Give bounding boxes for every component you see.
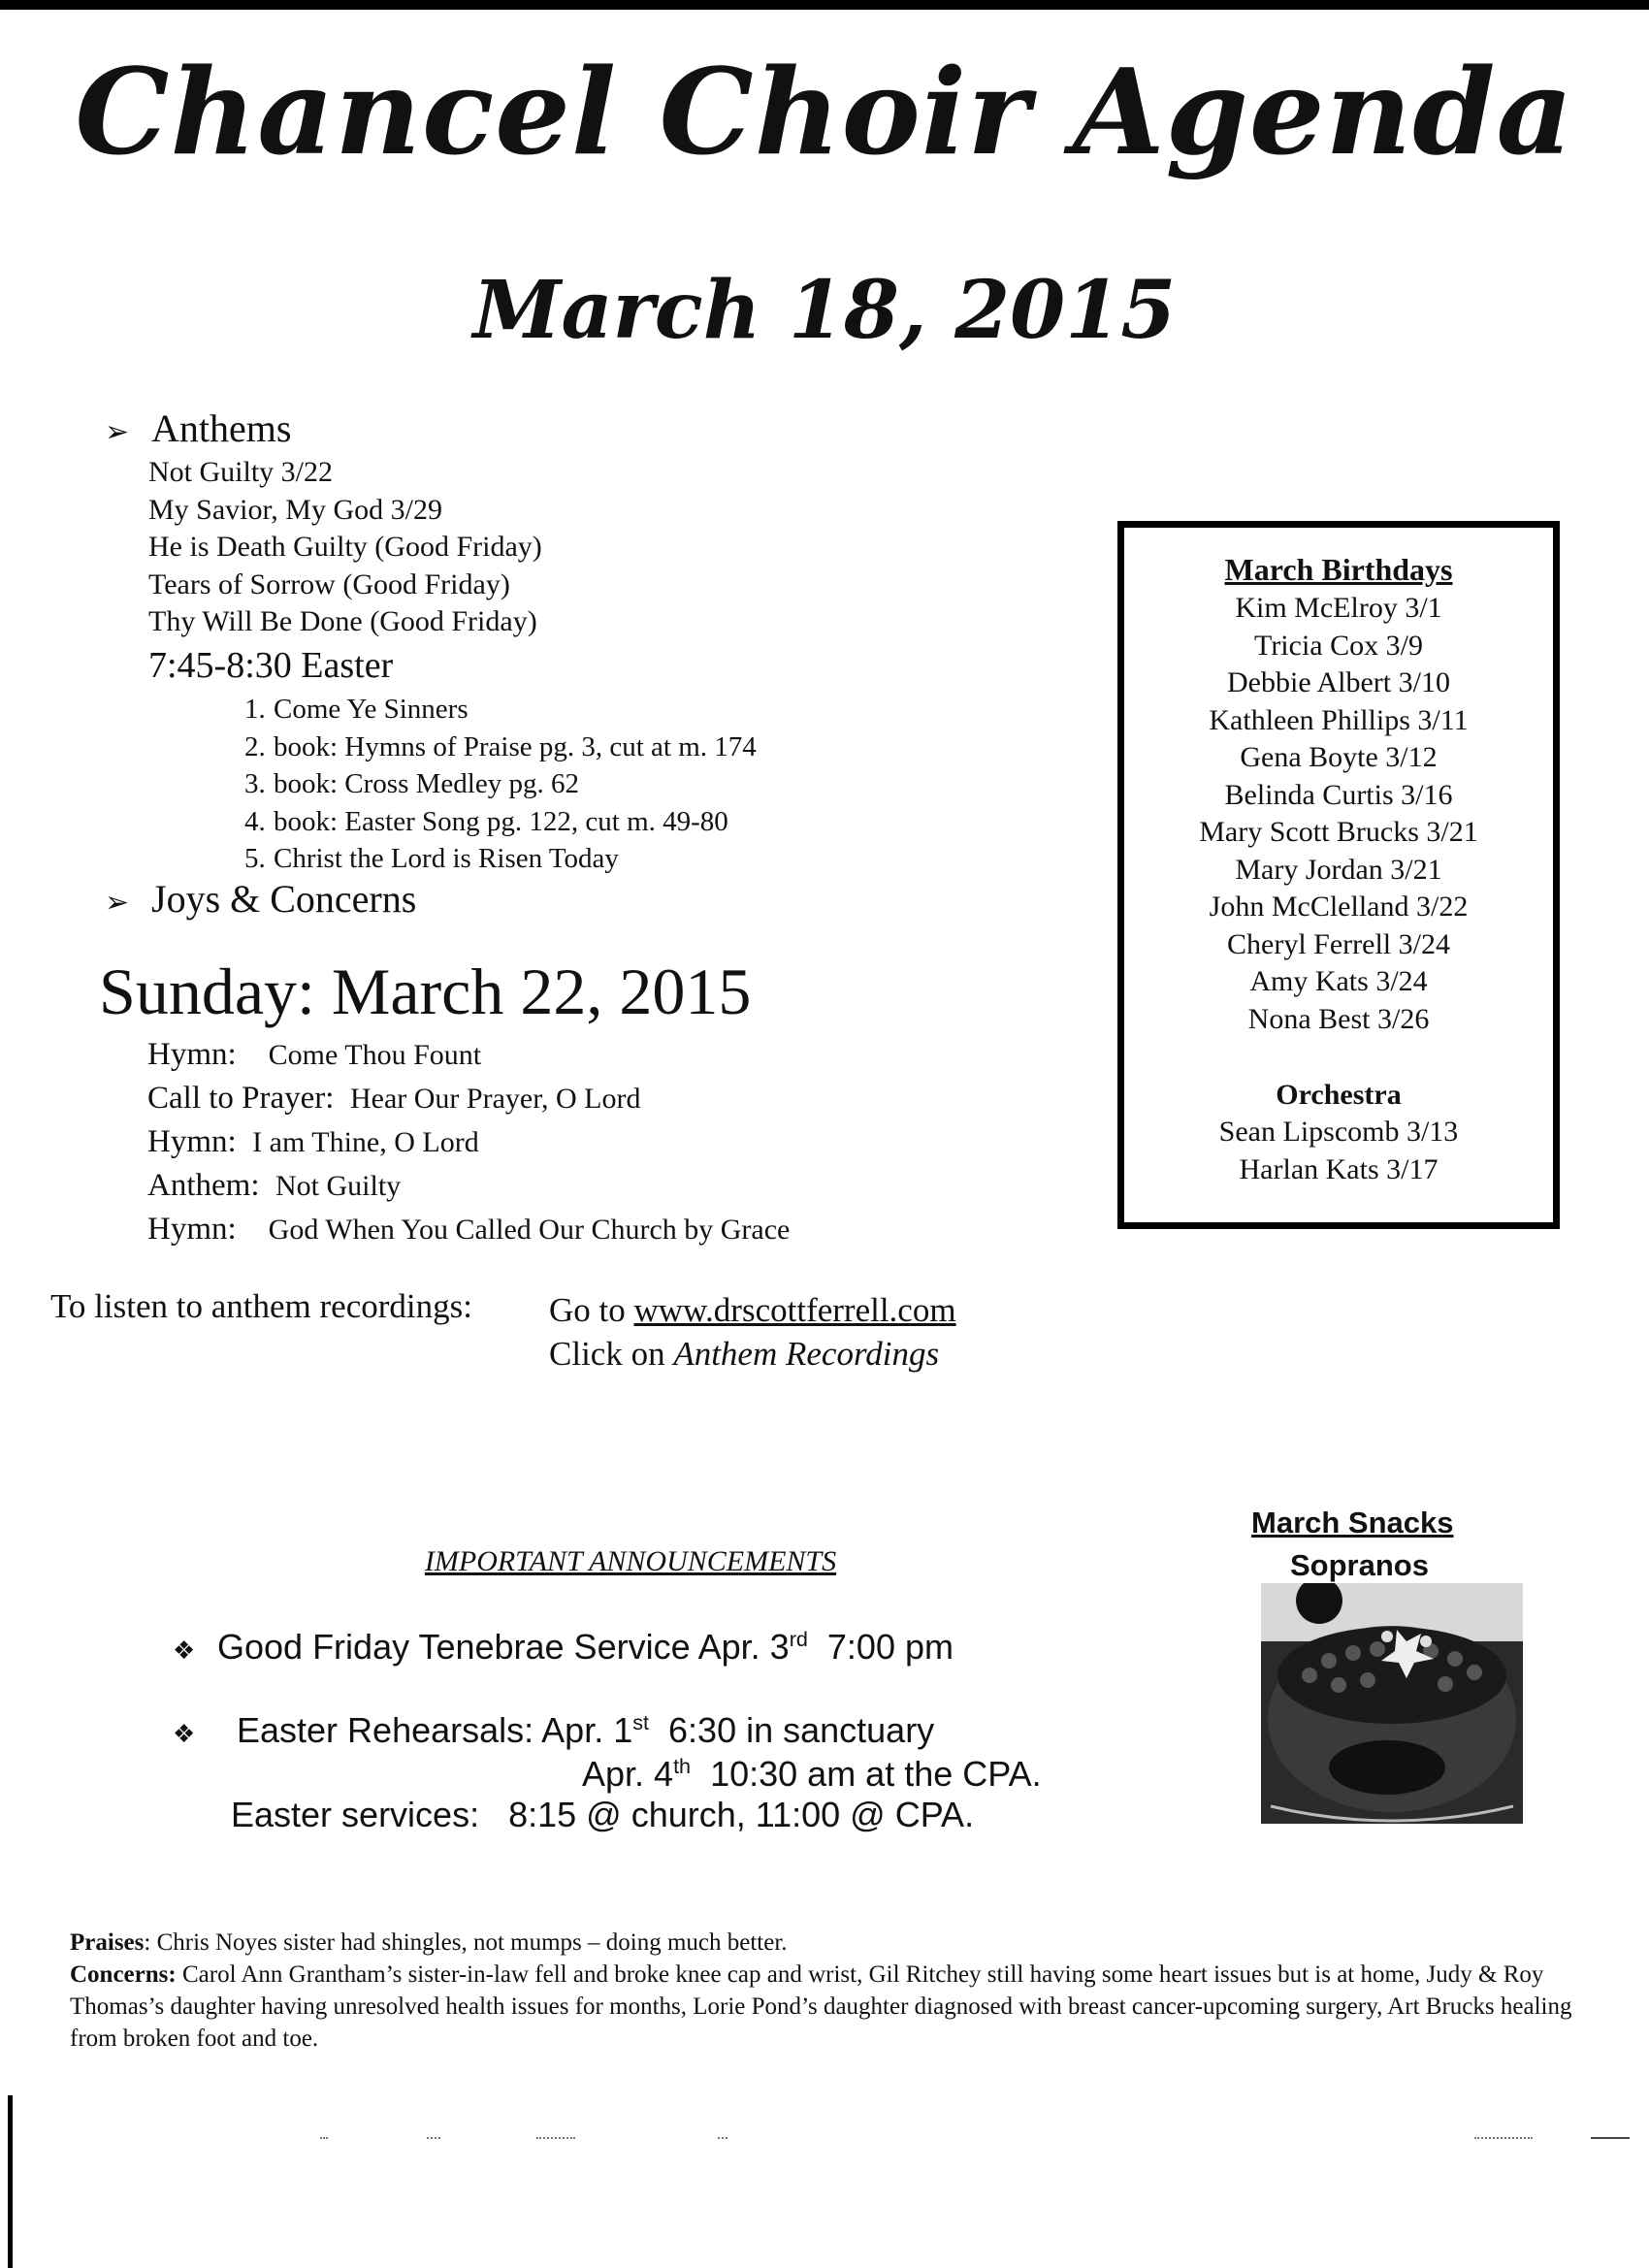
birthday-item: Belinda Curtis 3/16	[1224, 778, 1453, 811]
announcement-text: Apr. 4	[582, 1754, 674, 1794]
scan-artifact	[1474, 2137, 1533, 2141]
easter-item	[244, 803, 757, 841]
birthday-item: Kim McElroy 3/1	[1235, 592, 1442, 624]
arrow-bullet-icon: ➢	[105, 416, 130, 448]
announcement-detail: 10:30 am at the CPA.	[691, 1754, 1042, 1794]
anthem-item: He is Death Guilty (Good Friday)	[148, 531, 542, 563]
joys-heading	[105, 876, 416, 926]
birthday-item: Nona Best 3/26	[1247, 1002, 1430, 1035]
birthday-item: Debbie Albert 3/10	[1227, 666, 1450, 698]
announcements-heading: IMPORTANT ANNOUNCEMENTS	[424, 1545, 837, 1577]
easter-item	[244, 691, 757, 729]
diamond-bullet-icon: ❖	[173, 1719, 196, 1748]
orchestra-heading: Orchestra	[1276, 1079, 1402, 1111]
easter-item-text: Come Ye Sinners	[274, 694, 469, 725]
anthem-item: Not Guilty 3/22	[148, 456, 334, 488]
service-row	[147, 1208, 790, 1251]
scan-artifact	[718, 2137, 728, 2141]
easter-item-number: 3.	[244, 768, 266, 799]
concerns-text: Carol Ann Grantham’s sister-in-law fell and broke knee cap and wrist, Gil Ritchey still having some heart issues but is at home, Judy & Roy Thomas’s daughter having unresolved health issues for months, Lorie Pond’s daughter diagnosed with breast cancer-upcoming surgery, Art Brucks healing from broken foot and toe.	[70, 1961, 1572, 2052]
easter-item-text: book: Easter Song pg. 122, cut m. 49-80	[274, 805, 728, 837]
announcement-rehearsal-2	[582, 1753, 1042, 1796]
birthday-item: Kathleen Phillips 3/11	[1209, 703, 1469, 736]
praises-text: : Chris Noyes sister had shingles, not mumps – doing much better.	[144, 1929, 788, 1956]
service-value: Not Guilty	[275, 1170, 402, 1202]
easter-item	[244, 840, 757, 878]
birthday-item: Mary Scott Brucks 3/21	[1199, 816, 1478, 848]
orchestra-item: Sean Lipscomb 3/13	[1218, 1116, 1459, 1148]
easter-list	[244, 691, 757, 878]
sunday-order-of-service	[147, 1033, 790, 1251]
easter-item-number: 5.	[244, 843, 266, 874]
announcement-time: 7:00 pm	[807, 1627, 954, 1667]
easter-item	[244, 729, 757, 766]
scan-artifact	[320, 2137, 328, 2141]
concerns-label: Concerns:	[70, 1961, 177, 1988]
joys-section	[105, 876, 416, 926]
birthdays-box	[1117, 521, 1560, 1229]
click-on-text: Click on	[549, 1335, 665, 1373]
easter-item-text: book: Cross Medley pg. 62	[274, 768, 579, 799]
easter-heading: 7:45-8:30 Easter	[148, 644, 394, 686]
scan-artifact	[536, 2137, 575, 2141]
scan-artifact	[1591, 2137, 1630, 2141]
anthem-recordings-link[interactable]: Anthem Recordings	[673, 1335, 940, 1373]
recordings-url-link[interactable]: www.drscottferrell.com	[633, 1291, 956, 1329]
service-value: God When You Called Our Church by Grace	[268, 1214, 791, 1246]
scan-artifact	[427, 2137, 440, 2141]
service-value: Hear Our Prayer, O Lord	[349, 1083, 641, 1115]
service-label: Call to Prayer:	[147, 1081, 335, 1116]
service-value: I am Thine, O Lord	[252, 1126, 479, 1158]
birthday-item: Mary Jordan 3/21	[1235, 853, 1442, 886]
anthems-list	[148, 454, 542, 690]
service-value: Come Thou Fount	[268, 1039, 482, 1071]
page-title: Chancel Choir Agenda	[75, 42, 1574, 181]
ordinal-suffix: rd	[789, 1627, 808, 1651]
announcement-text: Easter Rehearsals: Apr. 1	[237, 1710, 633, 1750]
arrow-bullet-icon: ➢	[105, 887, 130, 919]
praises-line	[70, 1927, 1583, 1959]
recordings-go-to-line	[549, 1287, 956, 1334]
service-row	[147, 1077, 790, 1120]
service-row	[147, 1164, 790, 1208]
service-row	[147, 1033, 790, 1077]
easter-item-number: 2.	[244, 730, 266, 762]
announcement-text: Good Friday Tenebrae Service Apr. 3	[217, 1627, 790, 1667]
service-label: Hymn:	[147, 1037, 237, 1072]
left-edge-mark	[8, 2095, 13, 2268]
go-to-text: Go to	[549, 1291, 626, 1329]
announcement-rehearsal-1	[173, 1709, 934, 1755]
announcement-easter-services: Easter services: 8:15 @ church, 11:00 @ CPA.	[231, 1795, 975, 1834]
snack-photo	[1261, 1583, 1523, 1824]
anthem-item: Tears of Sorrow (Good Friday)	[148, 567, 510, 600]
easter-item-number: 4.	[244, 805, 266, 837]
sunday-heading: Sunday: March 22, 2015	[99, 955, 752, 1028]
easter-item-number: 1.	[244, 694, 266, 725]
recordings-label: To listen to anthem recordings:	[50, 1287, 472, 1325]
anthem-item: My Savior, My God 3/29	[148, 493, 442, 526]
ordinal-suffix: th	[673, 1754, 692, 1778]
announcement-detail: 6:30 in sanctuary	[649, 1710, 935, 1750]
diamond-bullet-icon: ❖	[173, 1636, 196, 1665]
anthems-heading	[105, 405, 291, 456]
birthday-item: Cheryl Ferrell 3/24	[1227, 927, 1450, 960]
anthems-section	[105, 405, 291, 456]
birthday-item: Gena Boyte 3/12	[1240, 741, 1438, 773]
birthday-item: Amy Kats 3/24	[1249, 965, 1428, 997]
anthem-item: Thy Will Be Done (Good Friday)	[148, 605, 537, 637]
orchestra-item: Harlan Kats 3/17	[1239, 1152, 1439, 1185]
service-label: Hymn:	[147, 1212, 237, 1247]
concerns-line	[70, 1959, 1583, 2055]
snacks-heading: March Snacks	[1251, 1506, 1454, 1539]
service-label: Anthem:	[147, 1168, 260, 1203]
service-label: Hymn:	[147, 1124, 237, 1159]
ordinal-suffix: st	[632, 1710, 650, 1734]
announcement-good-friday	[173, 1626, 954, 1671]
joys-heading-text: Joys & Concerns	[151, 877, 417, 921]
birthdays-heading: March Birthdays	[1224, 552, 1453, 587]
birthday-item: John McClelland 3/22	[1209, 891, 1469, 923]
top-edge-bar	[0, 0, 1649, 10]
recordings-click-line	[549, 1331, 939, 1377]
birthday-item: Tricia Cox 3/9	[1254, 629, 1423, 662]
easter-item-text: Christ the Lord is Risen Today	[274, 843, 619, 874]
easter-item	[244, 765, 757, 803]
anthems-heading-text: Anthems	[151, 406, 292, 450]
cake-image-icon	[1261, 1583, 1523, 1824]
service-row	[147, 1120, 790, 1164]
snacks-group: Sopranos	[1290, 1548, 1429, 1582]
easter-item-text: book: Hymns of Praise pg. 3, cut at m. 174	[274, 730, 757, 762]
agenda-date: March 18, 2015	[472, 264, 1177, 357]
praises-label: Praises	[70, 1929, 145, 1956]
praises-concerns-notes	[70, 1927, 1583, 2055]
